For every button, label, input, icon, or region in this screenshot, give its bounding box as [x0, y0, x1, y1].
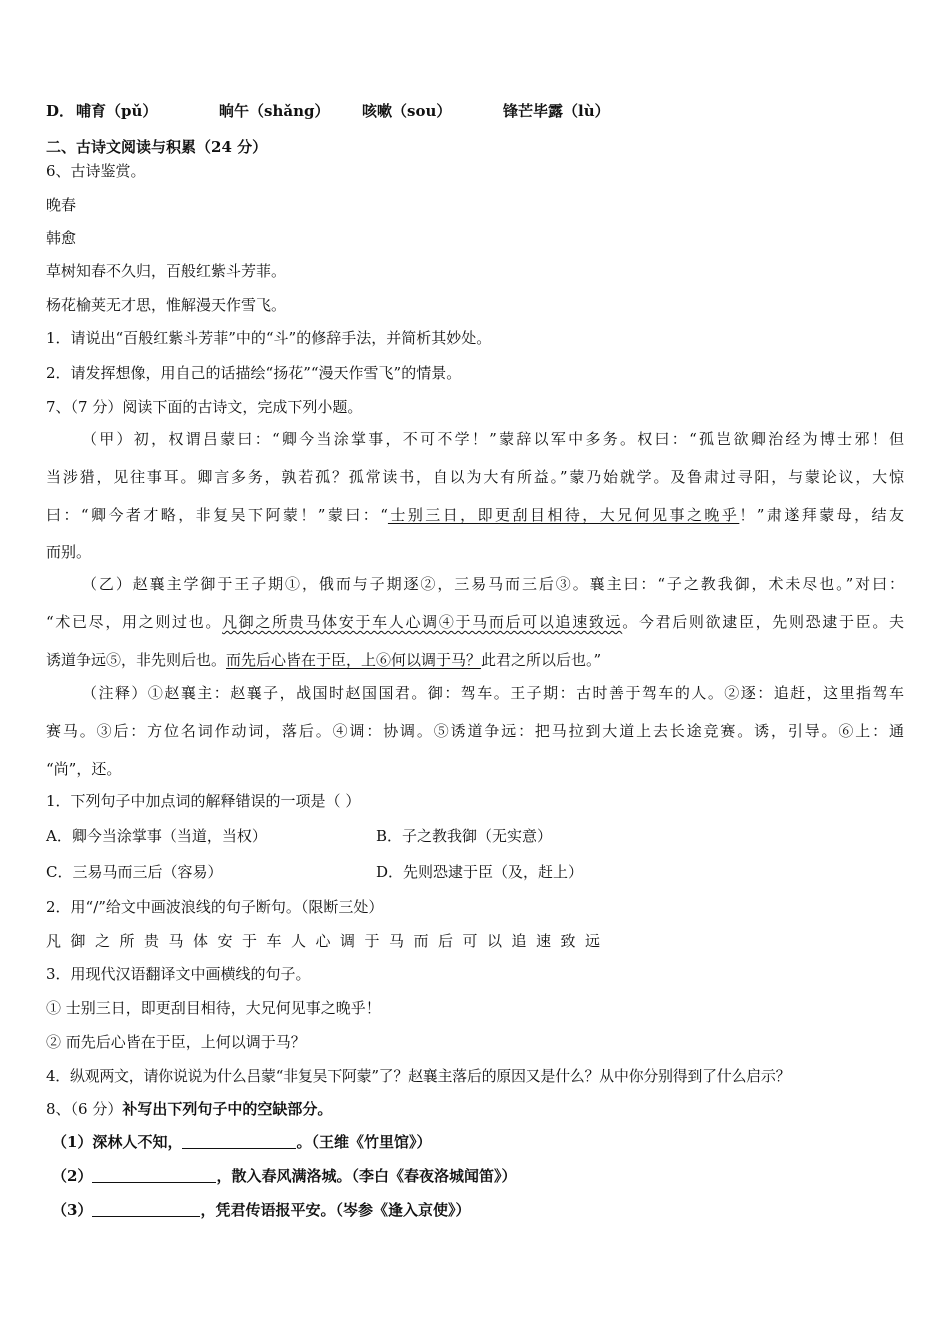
q7-sub-1-stem: 1．下列句子中加点词的解释错误的一项是（ ） [46, 792, 361, 810]
q7-sub-3-sentence-2: ② 而先后心皆在于臣，上何以调于马？ [46, 1033, 306, 1051]
jia-underlined-sentence: 士别三日，即更刮目相待，大兄何见事之晚乎 [387, 506, 740, 524]
passage-jia-line-3 [46, 505, 904, 525]
passage-yi-line-3 [46, 650, 601, 670]
q8-item-2 [52, 1166, 516, 1186]
q8-blank-1[interactable] [182, 1133, 296, 1149]
q8-item-1-start: （1）深林人不知， [52, 1133, 183, 1151]
poem-line-2: 杨花榆荚无才思，惟解漫天作雪飞。 [46, 296, 287, 314]
q7-sub-2-sentence: 凡御之所贵马体安于车人心调于马而后可以追速致远 [46, 932, 610, 950]
option-d-word-2: 晌午（shǎng） [219, 102, 330, 120]
choice-b: B．子之教我御（无实意） [376, 827, 553, 845]
yi-line-3-end: 此君之所以后也。” [481, 651, 602, 669]
q8-item-1 [52, 1132, 431, 1152]
passage-jia-line-2: 当涉猎，见往事耳。卿言多务，孰若孤？孤常读书，自以为大有所益。”蒙乃始就学。及鲁肃过寻阳，与蒙论议，大惊 [46, 468, 904, 486]
choice-c: C．三易马而三后（容易） [46, 863, 223, 881]
q8-item-1-end: 。（王维《竹里馆》） [296, 1133, 432, 1151]
jia-line-3-end: ！”肃遂拜蒙母，结友 [739, 506, 904, 524]
poem-line-1: 草树知春不久归，百般红紫斗芳菲。 [46, 262, 287, 280]
q6-stem: 6、古诗鉴赏。 [46, 162, 146, 180]
passage-jia-line-1: （甲）初，权谓吕蒙曰：“卿今当涂掌事，不可不学！”蒙辞以军中多务。权曰：“孤岂欲卿治经为博士邪！但 [82, 430, 904, 448]
option-d-word-4: 锋芒毕露（lù） [503, 102, 610, 120]
poem-title: 晚春 [46, 196, 77, 214]
option-d-word-3: 咳嗽（sou） [362, 102, 452, 120]
jia-line-3-start: 曰：“卿今者才略，非复吴下阿蒙！”蒙曰：“ [46, 506, 388, 524]
q7-sub-4: 4．纵观两文，请你说说为什么吕蒙“非复吴下阿蒙”了？赵襄主落后的原因又是什么？从中你分别得到了什么启示？ [46, 1067, 791, 1085]
q8-item-3 [52, 1200, 470, 1220]
notes-line-3: “尚”，还。 [46, 760, 122, 778]
yi-underlined-sentence: 而先后心皆在于臣，上⑥何以调于马？ [226, 651, 482, 669]
yi-line-2-start: “术已尽，用之则过也。 [46, 613, 223, 631]
option-d-word-1: 哺育（pǔ） [76, 102, 158, 120]
q8-item-3-end: ，凭君传语报平安。（岑参《逢入京使》） [200, 1201, 471, 1219]
q7-sub-3-stem: 3．用现代汉语翻译文中画横线的句子。 [46, 965, 311, 983]
notes-line-2: 赛马。③后：方位名词作动词，落后。④调：协调。⑤诱道争远：把马拉到大道上去长途竞赛。诱，引导。⑥上：通 [46, 722, 904, 740]
yi-wavy-sentence: 凡御之所贵马体安于车人心调④于马而后可以追速致远 [222, 613, 623, 631]
q8-item-2-start: （2） [52, 1167, 93, 1185]
q8-stem [46, 1099, 332, 1119]
passage-jia-line-4: 而别。 [46, 543, 92, 561]
passage-yi-line-2 [46, 612, 904, 632]
q8-instruction: 补写出下列句子中的空缺部分。 [122, 1100, 333, 1118]
section-title: 二、古诗文阅读与积累（24 分） [46, 138, 268, 156]
q8-item-2-end: ，散入春风满洛城。（李白《春夜洛城闻笛》） [216, 1167, 517, 1185]
q6-sub-1: 1．请说出“百般红紫斗芳菲”中的“斗”的修辞手法，并简析其妙处。 [46, 329, 492, 347]
choice-d: D．先则恐逮于臣（及，赶上） [376, 863, 584, 881]
option-d-label: D． [46, 102, 75, 120]
yi-line-2-end: 。今君后则欲逮臣，先则恐逮于臣。夫 [622, 613, 904, 631]
poem-author: 韩愈 [46, 229, 77, 247]
q6-sub-2: 2．请发挥想像，用自己的话描绘“扬花”“漫天作雪飞”的情景。 [46, 364, 462, 382]
q8-number: 8、（6 分） [46, 1100, 123, 1118]
q8-blank-3[interactable] [92, 1201, 200, 1217]
passage-yi-line-1: （乙）赵襄主学御于王子期①，俄而与子期逐②，三易马而三后③。襄主曰：“子之教我御，术未尽也。”对曰： [82, 575, 904, 593]
choice-a: A．卿今当涂掌事（当道，当权） [46, 827, 267, 845]
q7-sub-3-sentence-1: ① 士别三日，即更刮目相待，大兄何见事之晚乎！ [46, 999, 381, 1017]
q7-sub-2-stem: 2．用“/”给文中画波浪线的句子断句。（限断三处） [46, 898, 384, 916]
q8-blank-2[interactable] [92, 1167, 216, 1183]
q7-stem: 7、（7 分）阅读下面的古诗文，完成下列小题。 [46, 398, 363, 416]
q8-item-3-start: （3） [52, 1201, 93, 1219]
notes-line-1: （注释）①赵襄主：赵襄子，战国时赵国国君。御：驾车。王子期：古时善于驾车的人。②逐：追赶，这里指驾车 [82, 684, 904, 702]
yi-line-3-start: 诱道争远⑤，非先则后也。 [46, 651, 227, 669]
